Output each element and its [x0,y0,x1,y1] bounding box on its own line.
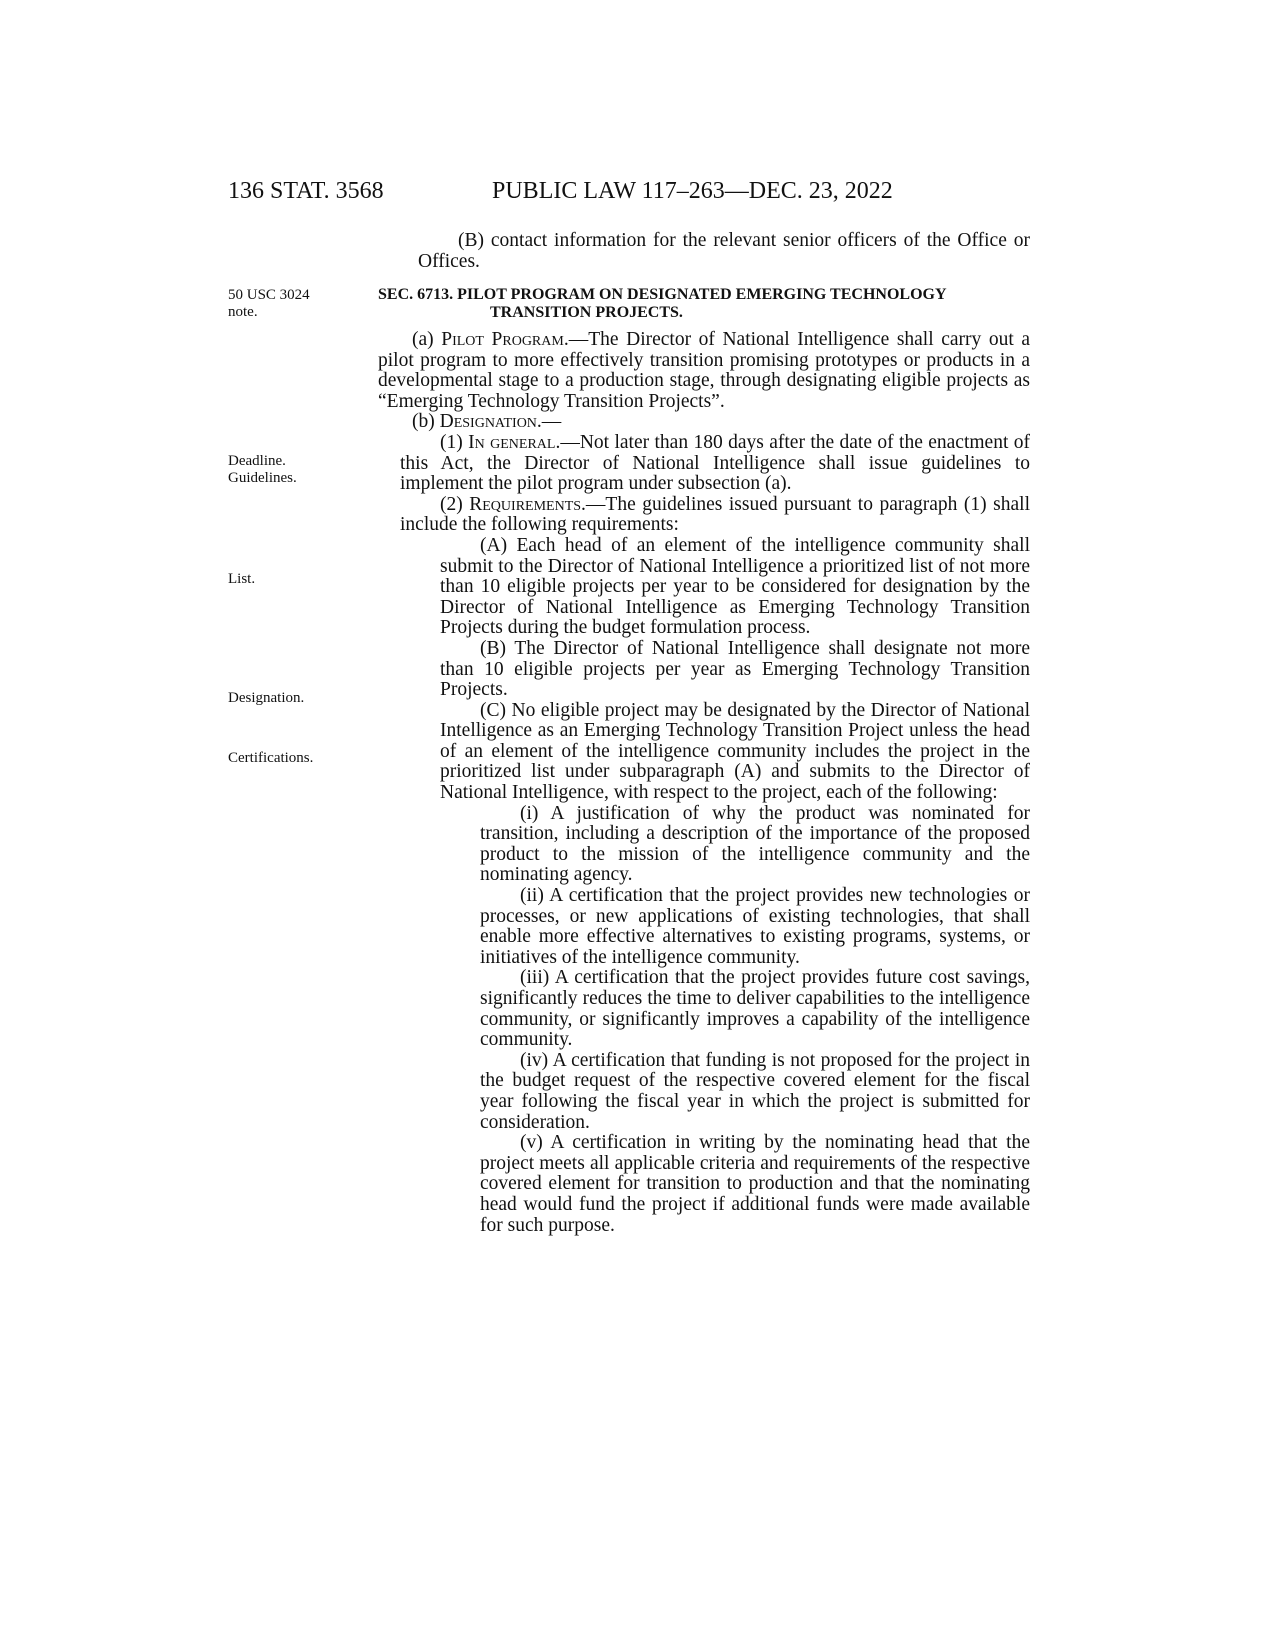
subsection-a: (a) Pilot Program.—The Director of National Intelligence shall carry out a pilot program to more effectively transition promising prototypes or products in a developmental stage to a production stage, through designating eligible projects as “Emerging Technology Transition Projects”. [378,329,1030,412]
clause-iii: (iii) A certification that the project provides future cost savings, significantly reduces the time to deliver capabilities to the intelligence community, or significantly improves a capability of the intelligence community. [480,967,1030,1051]
subparagraph-A: (A) Each head of an element of the intelligence community shall submit to the Director of National Intelligence a prioritized list of not more than 10 eligible projects per year to be considered for designation by the Director of National Intelligence as Emerging Technology Transition Projects during the budget formulation process. [440,534,1030,639]
clause-ii: (ii) A certification that the project provides new technologies or processes, or new applications of existing technologies, that shall enable more effective alternatives to existing programs, systems, or initiatives of the intelligence community. [480,885,1030,968]
subparagraph-C: (C) No eligible project may be designated by the Director of National Intelligence as an Emerging Technology Transition Project unless the head of an element of the intelligence community includes the project in the prioritized list under subparagraph (A) and submits to the Director of National Intelligence, with respect to the project, each of the following: [440,699,1030,804]
page-header [228,178,1028,208]
margin-note-certifications: Certifications. [228,750,314,766]
section-heading-line2: TRANSITION PROJECTS. [490,304,683,321]
margin-note-usc: 50 USC 3024 note. [228,287,310,320]
section-heading [378,286,1030,322]
public-law-title: PUBLIC LAW 117–263—DEC. 23, 2022 [492,178,893,204]
margin-note-list: List. [228,571,256,587]
subsection-b: (b) Designation.— [412,411,562,433]
subparagraph-B: (B) The Director of National Intelligence shall designate not more than 10 eligible projects per year as Emerging Technology Transition Projects. [440,637,1030,701]
margin-note-designation: Designation. [228,690,305,706]
carryover-text: (B) contact information for the relevant senior officers of the Office or Offices. [418,230,1030,272]
clause-i: (i) A justification of why the product was nominated for transition, including a description of the importance of the proposed product to the mission of the intelligence community and the nominating agency. [480,802,1030,886]
clause-v: (v) A certification in writing by the nominating head that the project meets all applicable criteria and requirements of the respective covered element for transition to production and that the nominating head would fund the project if additional funds were made available for such purpose. [480,1132,1030,1236]
clause-iv: (iv) A certification that funding is not proposed for the project in the budget request of the respective covered element for the fiscal year following the fiscal year in which the project is submitted for consideration. [480,1049,1030,1133]
statute-page-reference: 136 STAT. 3568 [228,178,384,204]
carryover-paragraph [378,231,1030,272]
paragraph-b2: (2) Requirements.—The guidelines issued pursuant to paragraph (1) shall include the following requirements: [400,493,1030,536]
paragraph-b1: (1) In general.—Not later than 180 days after the date of the enactment of this Act, the Director of National Intelligence shall issue guidelines to implement the pilot program under subsection (a). [400,431,1030,495]
section-heading-line1: SEC. 6713. PILOT PROGRAM ON DESIGNATED EMERGING TECHNOLOGY [378,286,947,303]
section-body [378,330,1030,1236]
margin-note-deadline: Deadline. Guidelines. [228,453,297,486]
